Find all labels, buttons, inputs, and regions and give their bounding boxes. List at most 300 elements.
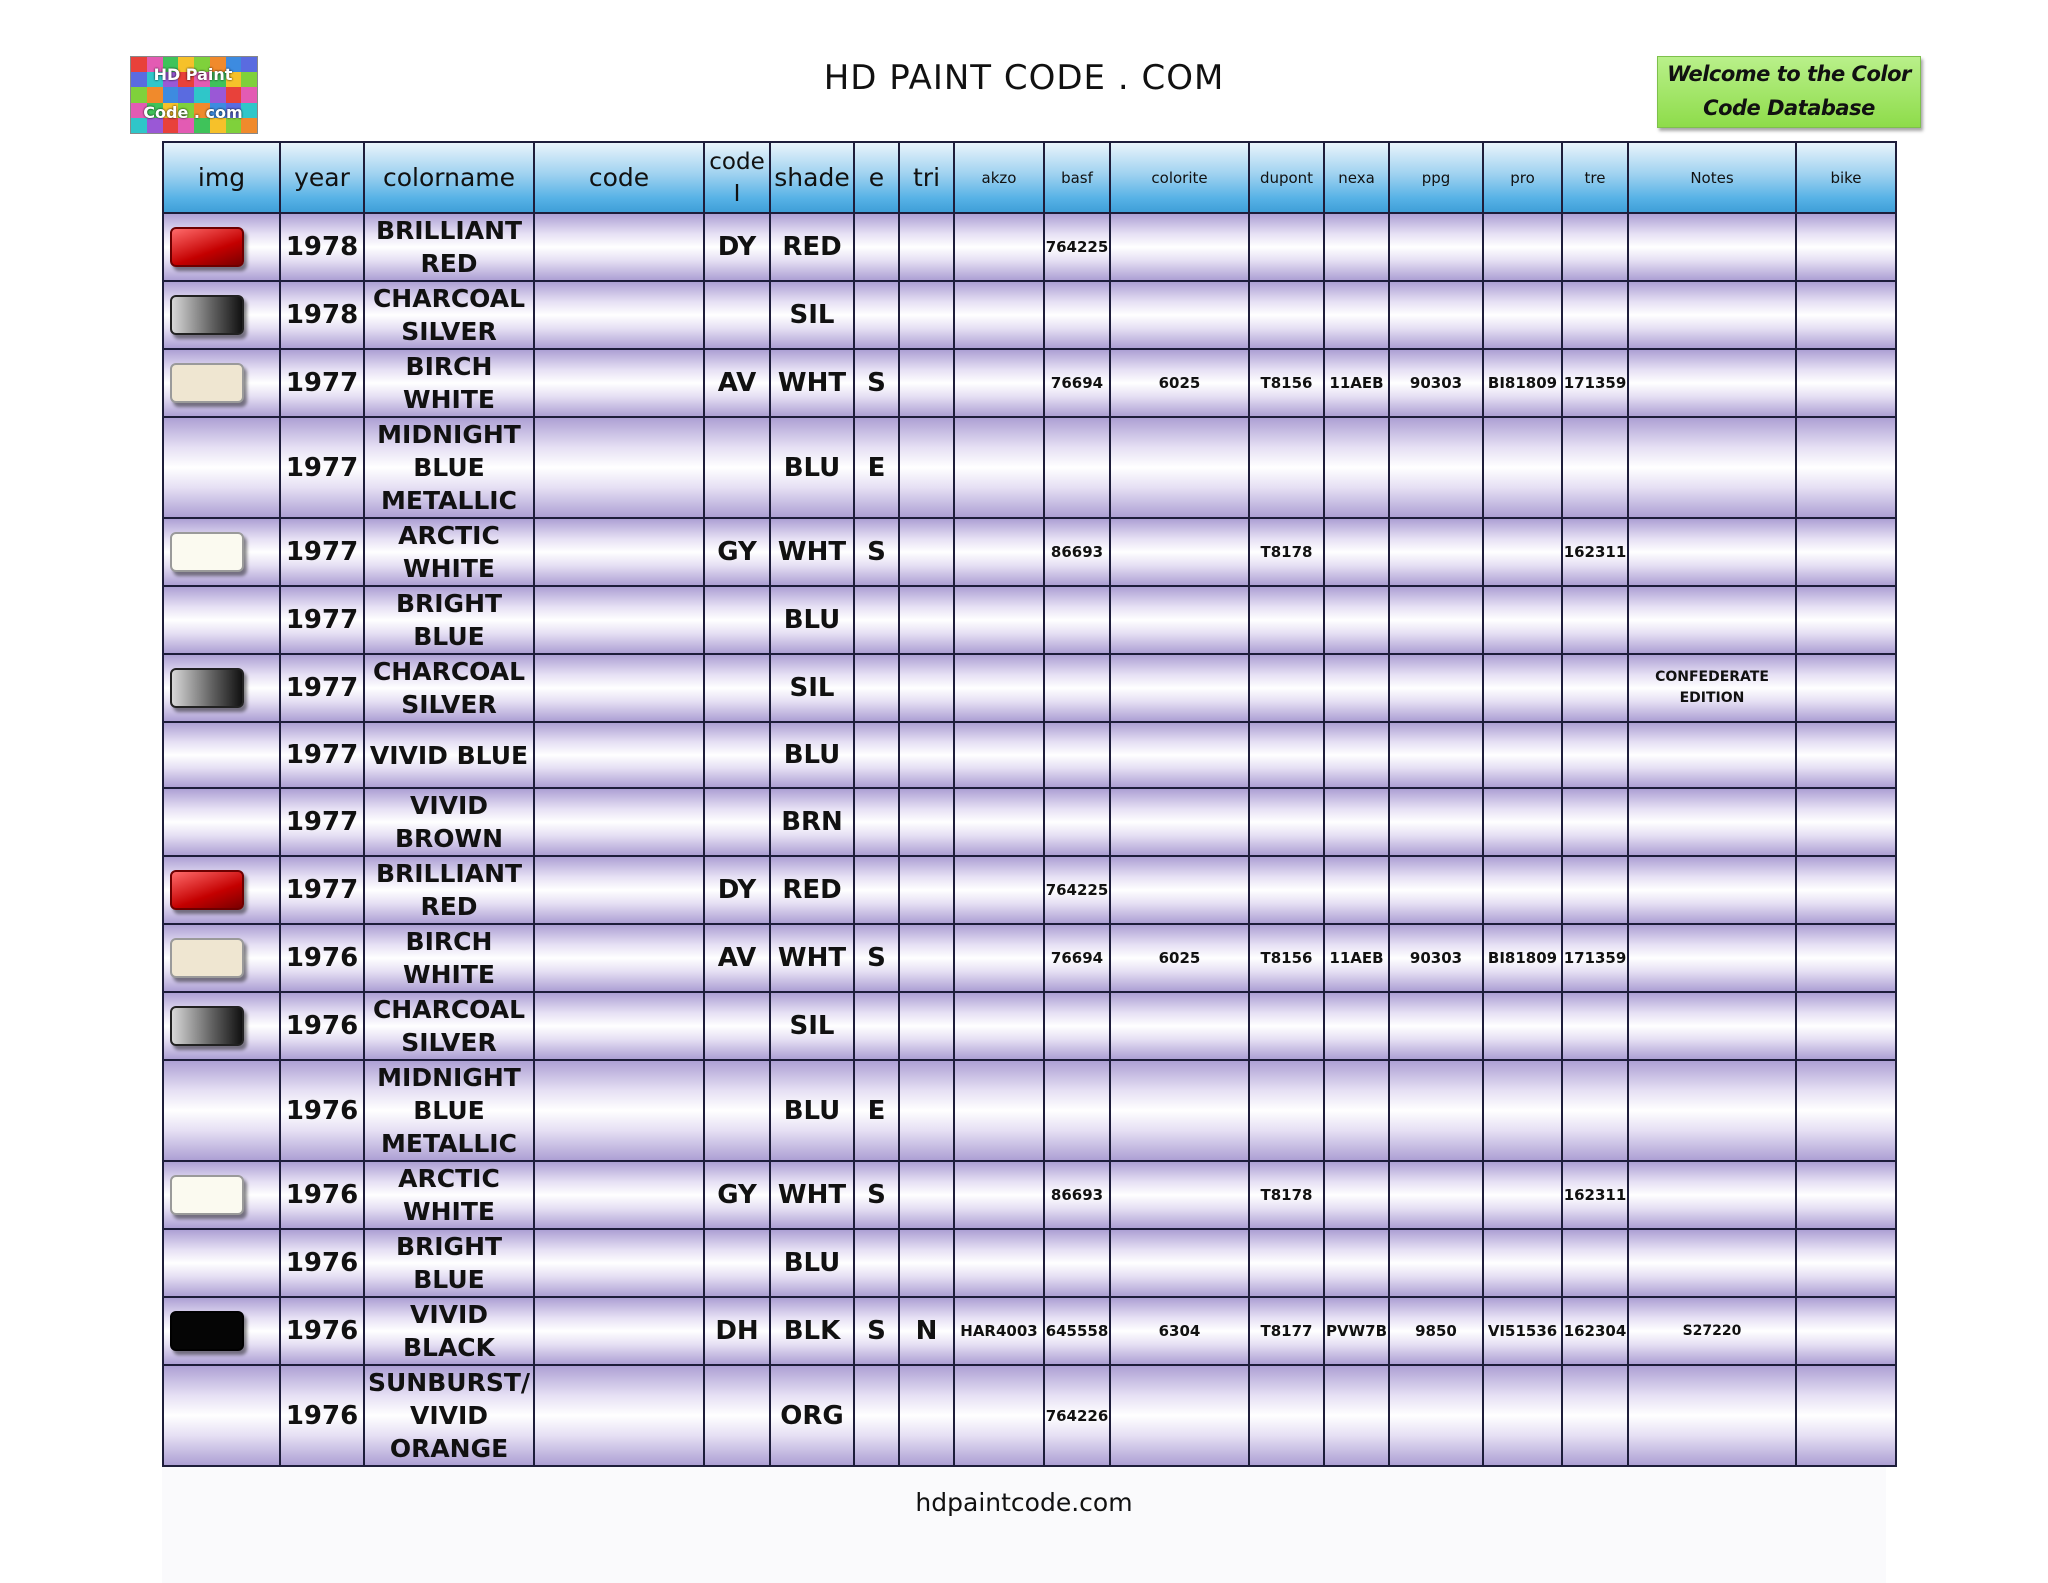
- cell-e: E: [854, 1060, 899, 1161]
- cell-code1: [704, 1365, 770, 1466]
- cell-code: [534, 349, 704, 417]
- cell-ppg: [1389, 1229, 1483, 1297]
- cell-colorname: SUNBURST/ VIVID ORANGE: [364, 1365, 534, 1466]
- table-header-row: [163, 142, 1896, 213]
- cell-ppg: [1389, 1060, 1483, 1161]
- cell-year: 1977: [280, 349, 364, 417]
- column-header-nexa[interactable]: nexa: [1324, 142, 1389, 213]
- cell-bike: [1796, 856, 1896, 924]
- cell-basf: 86693: [1044, 1161, 1110, 1229]
- cell-year: 1977: [280, 856, 364, 924]
- cell-pro: [1483, 992, 1562, 1060]
- cell-nexa: [1324, 1365, 1389, 1466]
- cell-akzo: HAR4003: [954, 1297, 1044, 1365]
- cell-basf: [1044, 281, 1110, 349]
- table-row[interactable]: [163, 281, 1896, 349]
- cell-akzo: [954, 1229, 1044, 1297]
- color-swatch-silver[interactable]: [170, 295, 244, 335]
- cell-shade: BLU: [770, 586, 854, 654]
- cell-nexa: [1324, 1161, 1389, 1229]
- cell-e: S: [854, 349, 899, 417]
- cell-year: 1976: [280, 1060, 364, 1161]
- cell-nexa: [1324, 788, 1389, 856]
- cell-notes: [1628, 281, 1796, 349]
- color-swatch-birch[interactable]: [170, 938, 244, 978]
- cell-basf: [1044, 417, 1110, 518]
- cell-year: 1978: [280, 281, 364, 349]
- cell-year: 1976: [280, 1365, 364, 1466]
- cell-tri: [899, 722, 954, 788]
- color-swatch-arctic[interactable]: [170, 532, 244, 572]
- cell-pro: [1483, 1365, 1562, 1466]
- column-header-dupont[interactable]: dupont: [1249, 142, 1324, 213]
- cell-ppg: [1389, 586, 1483, 654]
- cell-code: [534, 281, 704, 349]
- cell-bike: [1796, 586, 1896, 654]
- cell-ppg: [1389, 1365, 1483, 1466]
- cell-bike: [1796, 992, 1896, 1060]
- cell-shade: SIL: [770, 992, 854, 1060]
- cell-colorite: [1110, 654, 1249, 722]
- column-header-year[interactable]: year: [280, 142, 364, 213]
- cell-code1: [704, 722, 770, 788]
- page-title: HD PAINT CODE . COM: [823, 58, 1225, 98]
- cell-colorite: [1110, 518, 1249, 586]
- table-row[interactable]: [163, 924, 1896, 992]
- column-header-e[interactable]: e: [854, 142, 899, 213]
- cell-shade: ORG: [770, 1365, 854, 1466]
- cell-img: [163, 417, 280, 518]
- cell-colorname: BRIGHT BLUE: [364, 586, 534, 654]
- cell-basf: [1044, 586, 1110, 654]
- cell-ppg: 90303: [1389, 924, 1483, 992]
- cell-nexa: [1324, 213, 1389, 281]
- cell-code1: [704, 586, 770, 654]
- cell-year: 1978: [280, 213, 364, 281]
- cell-year: 1976: [280, 1161, 364, 1229]
- cell-tre: [1562, 1229, 1628, 1297]
- cell-year: 1976: [280, 1229, 364, 1297]
- cell-dupont: [1249, 788, 1324, 856]
- cell-code: [534, 992, 704, 1060]
- cell-akzo: [954, 1365, 1044, 1466]
- cell-tri: [899, 213, 954, 281]
- cell-basf: [1044, 788, 1110, 856]
- cell-code: [534, 518, 704, 586]
- cell-nexa: [1324, 518, 1389, 586]
- cell-shade: BLU: [770, 722, 854, 788]
- cell-nexa: [1324, 1060, 1389, 1161]
- cell-tre: 171359: [1562, 924, 1628, 992]
- cell-akzo: [954, 1060, 1044, 1161]
- table-row[interactable]: [163, 1365, 1896, 1466]
- cell-year: 1977: [280, 788, 364, 856]
- cell-notes: [1628, 722, 1796, 788]
- cell-colorname: CHARCOAL SILVER: [364, 992, 534, 1060]
- table-row[interactable]: [163, 1161, 1896, 1229]
- cell-img: [163, 1365, 280, 1466]
- cell-e: [854, 281, 899, 349]
- cell-code1: [704, 281, 770, 349]
- cell-colorname: MIDNIGHT BLUE METALLIC: [364, 1060, 534, 1161]
- logo-lettering: HD Paint Code . com: [143, 65, 243, 122]
- table-row[interactable]: [163, 992, 1896, 1060]
- cell-tre: [1562, 992, 1628, 1060]
- cell-notes: [1628, 213, 1796, 281]
- cell-akzo: [954, 518, 1044, 586]
- cell-code1: [704, 1229, 770, 1297]
- cell-colorite: [1110, 1229, 1249, 1297]
- cell-tri: [899, 1161, 954, 1229]
- cell-colorname: VIVID BLACK: [364, 1297, 534, 1365]
- cell-shade: SIL: [770, 654, 854, 722]
- cell-ppg: [1389, 213, 1483, 281]
- color-swatch-red[interactable]: [170, 227, 244, 267]
- cell-dupont: T8178: [1249, 518, 1324, 586]
- cell-tri: [899, 788, 954, 856]
- cell-dupont: [1249, 992, 1324, 1060]
- column-header-code1[interactable]: code I: [704, 142, 770, 213]
- cell-bike: [1796, 722, 1896, 788]
- table-row[interactable]: [163, 722, 1896, 788]
- cell-shade: WHT: [770, 518, 854, 586]
- cell-tre: 162304: [1562, 1297, 1628, 1365]
- cell-pro: [1483, 1161, 1562, 1229]
- cell-bike: [1796, 1365, 1896, 1466]
- cell-pro: [1483, 654, 1562, 722]
- cell-img: [163, 1229, 280, 1297]
- cell-year: 1976: [280, 992, 364, 1060]
- cell-img: [163, 1060, 280, 1161]
- footer-link[interactable]: hdpaintcode.com: [915, 1488, 1133, 1517]
- cell-dupont: T8156: [1249, 349, 1324, 417]
- cell-ppg: [1389, 788, 1483, 856]
- color-swatch-red[interactable]: [170, 870, 244, 910]
- cell-code1: [704, 417, 770, 518]
- cell-colorite: [1110, 281, 1249, 349]
- cell-e: [854, 213, 899, 281]
- cell-code1: AV: [704, 924, 770, 992]
- table-row[interactable]: [163, 518, 1896, 586]
- cell-img: [163, 1297, 280, 1365]
- color-swatch-black[interactable]: [170, 1311, 244, 1351]
- cell-tre: [1562, 586, 1628, 654]
- cell-akzo: [954, 924, 1044, 992]
- cell-basf: [1044, 654, 1110, 722]
- cell-nexa: 11AEB: [1324, 924, 1389, 992]
- cell-bike: [1796, 417, 1896, 518]
- cell-basf: 76694: [1044, 349, 1110, 417]
- cell-e: S: [854, 518, 899, 586]
- cell-tri: [899, 1060, 954, 1161]
- cell-colorname: CHARCOAL SILVER: [364, 281, 534, 349]
- cell-nexa: [1324, 1229, 1389, 1297]
- cell-notes: [1628, 856, 1796, 924]
- cell-shade: BLK: [770, 1297, 854, 1365]
- cell-notes: S27220: [1628, 1297, 1796, 1365]
- color-swatch-birch[interactable]: [170, 363, 244, 403]
- table-row[interactable]: [163, 1060, 1896, 1161]
- cell-akzo: [954, 1161, 1044, 1229]
- cell-e: S: [854, 1297, 899, 1365]
- cell-colorite: [1110, 1365, 1249, 1466]
- cell-dupont: [1249, 1060, 1324, 1161]
- column-header-colorname[interactable]: colorname: [364, 142, 534, 213]
- cell-code: [534, 1161, 704, 1229]
- color-swatch-silver[interactable]: [170, 668, 244, 708]
- cell-colorname: BIRCH WHITE: [364, 349, 534, 417]
- cell-colorname: ARCTIC WHITE: [364, 1161, 534, 1229]
- cell-bike: [1796, 1297, 1896, 1365]
- cell-img: [163, 992, 280, 1060]
- cell-colorite: [1110, 1161, 1249, 1229]
- cell-basf: [1044, 992, 1110, 1060]
- cell-tri: [899, 417, 954, 518]
- cell-img: [163, 924, 280, 992]
- cell-year: 1977: [280, 417, 364, 518]
- cell-colorname: CHARCOAL SILVER: [364, 654, 534, 722]
- cell-tri: [899, 1365, 954, 1466]
- cell-code1: [704, 1060, 770, 1161]
- cell-nexa: [1324, 281, 1389, 349]
- cell-pro: [1483, 1229, 1562, 1297]
- cell-year: 1976: [280, 924, 364, 992]
- cell-nexa: [1324, 654, 1389, 722]
- cell-notes: [1628, 349, 1796, 417]
- cell-akzo: [954, 992, 1044, 1060]
- cell-img: [163, 281, 280, 349]
- cell-akzo: [954, 213, 1044, 281]
- cell-tre: [1562, 417, 1628, 518]
- cell-shade: BLU: [770, 1060, 854, 1161]
- cell-colorname: BRILLIANT RED: [364, 213, 534, 281]
- color-swatch-silver[interactable]: [170, 1006, 244, 1046]
- cell-tri: [899, 654, 954, 722]
- cell-year: 1977: [280, 722, 364, 788]
- table-row[interactable]: [163, 856, 1896, 924]
- cell-bike: [1796, 924, 1896, 992]
- cell-colorite: [1110, 213, 1249, 281]
- cell-tre: [1562, 788, 1628, 856]
- column-header-ppg[interactable]: ppg: [1389, 142, 1483, 213]
- cell-img: [163, 788, 280, 856]
- cell-bike: [1796, 213, 1896, 281]
- cell-img: [163, 213, 280, 281]
- cell-basf: [1044, 1229, 1110, 1297]
- cell-notes: [1628, 1229, 1796, 1297]
- table-row[interactable]: [163, 788, 1896, 856]
- cell-code: [534, 1229, 704, 1297]
- cell-code1: DH: [704, 1297, 770, 1365]
- cell-akzo: [954, 788, 1044, 856]
- cell-notes: [1628, 924, 1796, 992]
- cell-e: [854, 992, 899, 1060]
- cell-colorite: [1110, 722, 1249, 788]
- column-header-notes[interactable]: Notes: [1628, 142, 1796, 213]
- column-header-akzo[interactable]: akzo: [954, 142, 1044, 213]
- cell-ppg: [1389, 518, 1483, 586]
- cell-tri: [899, 856, 954, 924]
- cell-code: [534, 1297, 704, 1365]
- cell-code: [534, 924, 704, 992]
- cell-pro: [1483, 788, 1562, 856]
- cell-dupont: [1249, 856, 1324, 924]
- cell-tri: N: [899, 1297, 954, 1365]
- cell-ppg: 9850: [1389, 1297, 1483, 1365]
- cell-code: [534, 586, 704, 654]
- table-row[interactable]: [163, 1229, 1896, 1297]
- cell-colorite: [1110, 856, 1249, 924]
- cell-code1: AV: [704, 349, 770, 417]
- cell-shade: BLU: [770, 417, 854, 518]
- cell-code1: [704, 992, 770, 1060]
- column-header-img[interactable]: img: [163, 142, 280, 213]
- paint-code-table: [162, 141, 1897, 1467]
- cell-nexa: [1324, 586, 1389, 654]
- cell-nexa: [1324, 417, 1389, 518]
- cell-e: E: [854, 417, 899, 518]
- cell-nexa: PVW7B: [1324, 1297, 1389, 1365]
- cell-colorite: [1110, 417, 1249, 518]
- cell-tre: [1562, 654, 1628, 722]
- cell-e: [854, 788, 899, 856]
- cell-colorite: [1110, 992, 1249, 1060]
- cell-basf: 645558: [1044, 1297, 1110, 1365]
- cell-colorname: MIDNIGHT BLUE METALLIC: [364, 417, 534, 518]
- cell-bike: [1796, 349, 1896, 417]
- column-header-pro[interactable]: pro: [1483, 142, 1562, 213]
- cell-pro: [1483, 213, 1562, 281]
- cell-notes: [1628, 1365, 1796, 1466]
- cell-code1: GY: [704, 1161, 770, 1229]
- cell-ppg: [1389, 856, 1483, 924]
- cell-dupont: [1249, 1229, 1324, 1297]
- cell-code1: DY: [704, 213, 770, 281]
- cell-tri: [899, 1229, 954, 1297]
- cell-code: [534, 856, 704, 924]
- cell-pro: VI51536: [1483, 1297, 1562, 1365]
- cell-tri: [899, 992, 954, 1060]
- cell-basf: 86693: [1044, 518, 1110, 586]
- cell-colorname: BRIGHT BLUE: [364, 1229, 534, 1297]
- cell-notes: [1628, 417, 1796, 518]
- cell-dupont: [1249, 1365, 1324, 1466]
- cell-dupont: [1249, 722, 1324, 788]
- color-swatch-arctic[interactable]: [170, 1175, 244, 1215]
- column-header-tre[interactable]: tre: [1562, 142, 1628, 213]
- cell-notes: [1628, 1161, 1796, 1229]
- cell-basf: 764225: [1044, 856, 1110, 924]
- cell-code: [534, 213, 704, 281]
- cell-notes: CONFEDERATE EDITION: [1628, 654, 1796, 722]
- cell-basf: 764226: [1044, 1365, 1110, 1466]
- cell-dupont: [1249, 654, 1324, 722]
- cell-shade: WHT: [770, 924, 854, 992]
- cell-colorname: VIVID BLUE: [364, 722, 534, 788]
- cell-e: [854, 1365, 899, 1466]
- table-row[interactable]: [163, 1297, 1896, 1365]
- cell-nexa: [1324, 992, 1389, 1060]
- cell-akzo: [954, 586, 1044, 654]
- cell-code: [534, 1365, 704, 1466]
- cell-pro: [1483, 518, 1562, 586]
- cell-code: [534, 417, 704, 518]
- welcome-banner[interactable]: [1657, 56, 1921, 128]
- cell-img: [163, 722, 280, 788]
- table-row[interactable]: [163, 586, 1896, 654]
- cell-code: [534, 722, 704, 788]
- cell-ppg: 90303: [1389, 349, 1483, 417]
- cell-ppg: [1389, 1161, 1483, 1229]
- cell-dupont: [1249, 417, 1324, 518]
- cell-code: [534, 788, 704, 856]
- column-header-colorite[interactable]: colorite: [1110, 142, 1249, 213]
- table-row[interactable]: [163, 213, 1896, 281]
- table-row[interactable]: [163, 349, 1896, 417]
- cell-dupont: [1249, 281, 1324, 349]
- cell-dupont: [1249, 586, 1324, 654]
- cell-e: [854, 722, 899, 788]
- table-row[interactable]: [163, 654, 1896, 722]
- cell-code: [534, 1060, 704, 1161]
- cell-tre: [1562, 1365, 1628, 1466]
- column-header-basf[interactable]: basf: [1044, 142, 1110, 213]
- cell-basf: 76694: [1044, 924, 1110, 992]
- cell-tre: 162311: [1562, 518, 1628, 586]
- cell-colorite: 6025: [1110, 924, 1249, 992]
- cell-tri: [899, 924, 954, 992]
- column-header-code[interactable]: code: [534, 142, 704, 213]
- cell-e: S: [854, 1161, 899, 1229]
- cell-tre: 162311: [1562, 1161, 1628, 1229]
- cell-pro: [1483, 1060, 1562, 1161]
- cell-shade: SIL: [770, 281, 854, 349]
- cell-e: [854, 586, 899, 654]
- cell-ppg: [1389, 417, 1483, 518]
- cell-shade: RED: [770, 213, 854, 281]
- cell-tri: [899, 518, 954, 586]
- cell-img: [163, 518, 280, 586]
- cell-pro: [1483, 281, 1562, 349]
- column-header-tri[interactable]: tri: [899, 142, 954, 213]
- cell-ppg: [1389, 722, 1483, 788]
- cell-shade: RED: [770, 856, 854, 924]
- cell-pro: [1483, 417, 1562, 518]
- column-header-shade[interactable]: shade: [770, 142, 854, 213]
- column-header-bike[interactable]: bike: [1796, 142, 1896, 213]
- cell-bike: [1796, 518, 1896, 586]
- cell-akzo: [954, 281, 1044, 349]
- cell-notes: [1628, 788, 1796, 856]
- cell-tre: 171359: [1562, 349, 1628, 417]
- cell-notes: [1628, 1060, 1796, 1161]
- cell-basf: 764225: [1044, 213, 1110, 281]
- cell-akzo: [954, 349, 1044, 417]
- cell-img: [163, 1161, 280, 1229]
- cell-colorite: 6304: [1110, 1297, 1249, 1365]
- welcome-line-2: Code Database: [1703, 96, 1875, 120]
- cell-pro: BI81809: [1483, 349, 1562, 417]
- cell-basf: [1044, 1060, 1110, 1161]
- cell-colorname: VIVID BROWN: [364, 788, 534, 856]
- cell-e: [854, 856, 899, 924]
- cell-colorite: 6025: [1110, 349, 1249, 417]
- cell-colorite: [1110, 788, 1249, 856]
- cell-shade: WHT: [770, 1161, 854, 1229]
- cell-code1: [704, 788, 770, 856]
- cell-year: 1977: [280, 586, 364, 654]
- table-row[interactable]: [163, 417, 1896, 518]
